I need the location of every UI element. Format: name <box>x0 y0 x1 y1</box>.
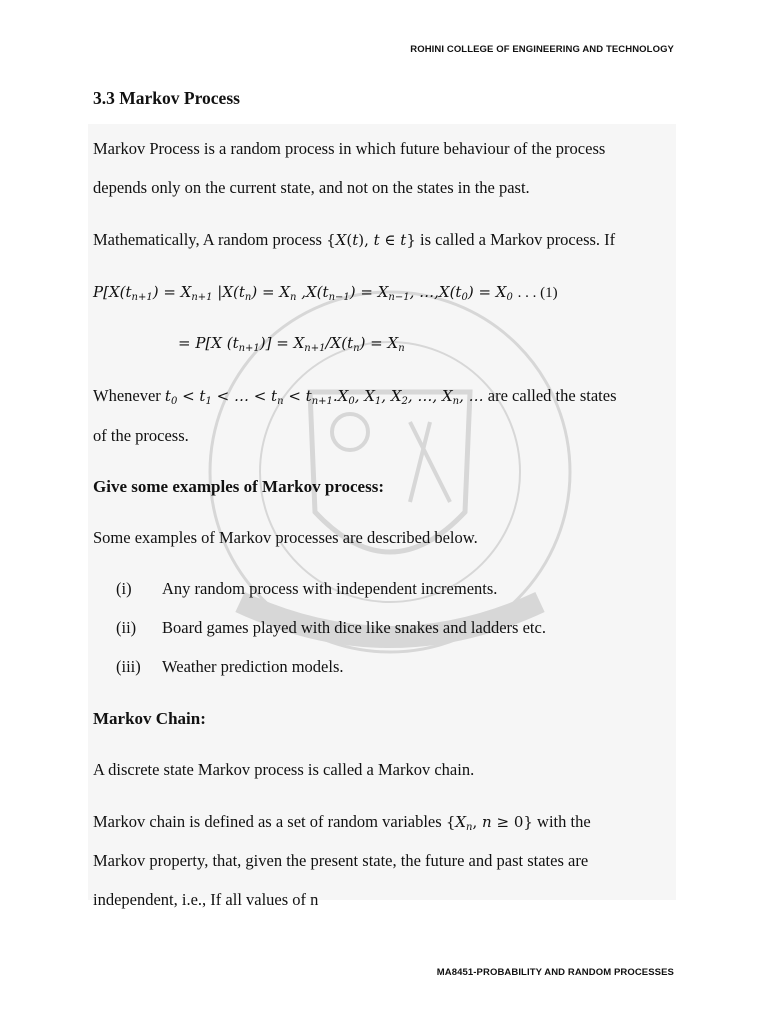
examples-intro: Some examples of Markov processes are described below. <box>93 528 478 547</box>
whenever-line <box>93 386 617 407</box>
footer-course: MA8451-PROBABILITY AND RANDOM PROCESSES <box>436 967 674 978</box>
markov-chain-definition-line-3: independent, i.e., If all values of n <box>93 890 319 909</box>
chain-def-prefix: Markov chain is defined as a set of random variables <box>93 812 446 831</box>
list-item-text: Any random process with independent increments. <box>162 579 498 598</box>
list-item-number: (ii) <box>116 618 137 637</box>
intro-line-1: Markov Process is a random process in which future behaviour of the process <box>93 139 606 158</box>
markov-equation-line-1: $P[X(t_{n+1}) = X_{n+1}$ $|X(t_n) = X_n$ $,X(t_{n-1}) = X_{n-1}$, $\dots,X(t_0) = X_0$ . . . (1) <box>93 283 558 303</box>
markov-chain-definition-1: A discrete state Markov process is called a Markov chain. <box>93 760 475 779</box>
markov-chain-heading: Markov Chain: <box>93 709 206 728</box>
list-item-number: (i) <box>116 579 132 598</box>
random-variable-set: {$X_n$, n ≥ 0} <box>445 813 533 833</box>
list-item-text: Board games played with dice like snakes and ladders etc. <box>162 618 546 637</box>
markov-chain-definition-2 <box>93 812 591 833</box>
random-process-set: {X(t), t ∈ t} <box>326 231 416 249</box>
whenever-suffix: are called the states <box>483 386 617 405</box>
math-definition-prefix: Mathematically, A random process <box>93 230 327 249</box>
chain-def-suffix: with the <box>532 812 591 831</box>
markov-chain-definition-line-2: Markov property, that, given the present state, the future and past states are <box>93 851 589 870</box>
equation-number: . . . (1) <box>517 285 558 301</box>
list-item-number: (iii) <box>116 657 141 676</box>
markov-equation-line-2: = P[X $(t_{n+1})] = X_{n+1}/X(t_n) = X_n$ <box>178 334 405 354</box>
math-definition-line <box>93 230 615 250</box>
examples-heading: Give some examples of Markov process: <box>93 477 384 496</box>
math-definition-suffix: is called a Markov process. If <box>415 230 616 249</box>
section-title: 3.3 Markov Process <box>93 88 240 108</box>
list-item-text: Weather prediction models. <box>162 657 344 676</box>
header-institution: ROHINI COLLEGE OF ENGINEERING AND TECHNOLOGY <box>410 44 674 55</box>
whenever-line-2: of the process. <box>93 426 189 445</box>
whenever-prefix: Whenever <box>93 386 165 405</box>
time-sequence: $t_0 < t_1$ < … < $t_n < t_{n+1}.X_0$, $X_1$, $X_2$, …, $X_n$, … <box>164 387 484 407</box>
intro-line-2: depends only on the current state, and not on the states in the past. <box>93 178 530 197</box>
